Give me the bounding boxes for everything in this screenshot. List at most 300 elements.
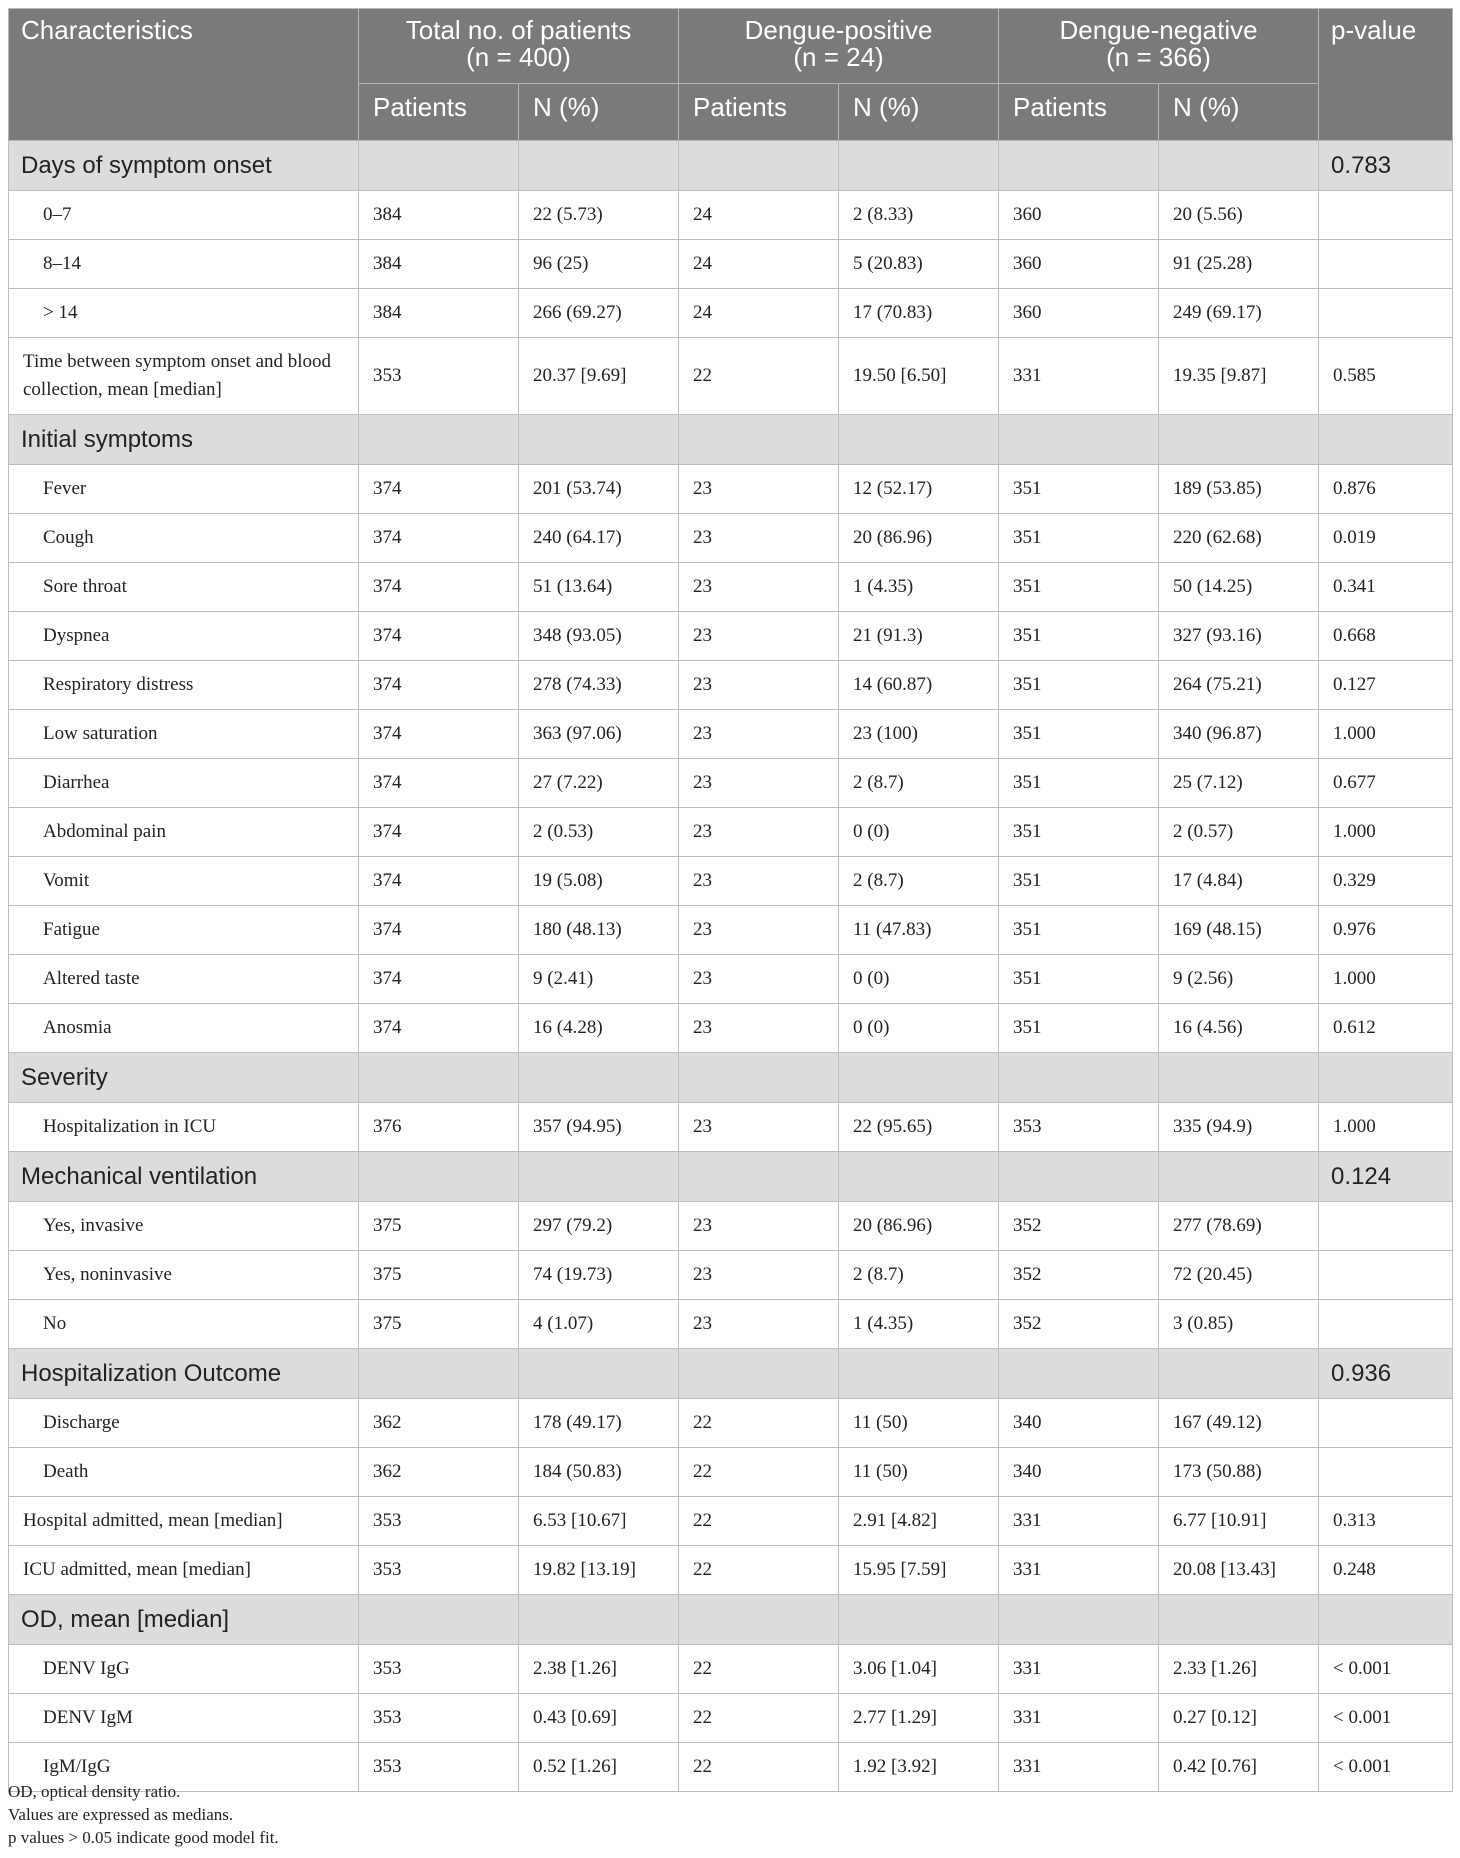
positive-patients-cell: 22 xyxy=(679,1743,839,1792)
negative-patients-cell: 351 xyxy=(999,710,1159,759)
positive-patients-cell: 22 xyxy=(679,1497,839,1546)
p-value-cell xyxy=(1319,1300,1453,1349)
section-row xyxy=(9,141,1453,191)
total-n-percent-cell: 2 (0.53) xyxy=(519,808,679,857)
row-label: ICU admitted, mean [median] xyxy=(9,1546,359,1595)
negative-patients-cell: 360 xyxy=(999,289,1159,338)
table-row xyxy=(9,857,1453,906)
total-patients-cell: 353 xyxy=(359,338,519,415)
negative-n-percent-cell: 17 (4.84) xyxy=(1159,857,1319,906)
empty-cell xyxy=(359,1152,519,1202)
negative-n-percent-cell: 19.35 [9.87] xyxy=(1159,338,1319,415)
section-row xyxy=(9,1349,1453,1399)
total-patients-cell: 375 xyxy=(359,1202,519,1251)
section-label: Hospitalization Outcome xyxy=(9,1349,359,1399)
row-label: Altered taste xyxy=(9,955,359,1004)
total-patients-cell: 374 xyxy=(359,612,519,661)
row-label: Death xyxy=(9,1448,359,1497)
header-characteristics: Characteristics xyxy=(9,9,359,141)
total-n-percent-cell: 4 (1.07) xyxy=(519,1300,679,1349)
empty-cell xyxy=(839,1053,999,1103)
positive-patients-cell: 22 xyxy=(679,1645,839,1694)
positive-n-percent-cell: 2 (8.7) xyxy=(839,759,999,808)
positive-n-percent-cell: 1.92 [3.92] xyxy=(839,1743,999,1792)
total-patients-cell: 374 xyxy=(359,710,519,759)
total-n-percent-cell: 2.38 [1.26] xyxy=(519,1645,679,1694)
empty-cell xyxy=(999,1349,1159,1399)
empty-cell xyxy=(999,415,1159,465)
positive-patients-cell: 23 xyxy=(679,563,839,612)
empty-cell xyxy=(359,1595,519,1645)
total-n-percent-cell: 348 (93.05) xyxy=(519,612,679,661)
negative-patients-cell: 360 xyxy=(999,240,1159,289)
empty-cell xyxy=(519,1152,679,1202)
row-label: Anosmia xyxy=(9,1004,359,1053)
negative-n-percent-cell: 20.08 [13.43] xyxy=(1159,1546,1319,1595)
table-row xyxy=(9,906,1453,955)
row-label: Yes, invasive xyxy=(9,1202,359,1251)
empty-cell xyxy=(679,415,839,465)
empty-cell xyxy=(519,141,679,191)
table-row xyxy=(9,1300,1453,1349)
negative-n-percent-cell: 6.77 [10.91] xyxy=(1159,1497,1319,1546)
negative-patients-cell: 331 xyxy=(999,1645,1159,1694)
row-label: Hospital admitted, mean [median] xyxy=(9,1497,359,1546)
positive-n-percent-cell: 11 (50) xyxy=(839,1448,999,1497)
total-patients-cell: 374 xyxy=(359,563,519,612)
positive-n-percent-cell: 23 (100) xyxy=(839,710,999,759)
empty-cell xyxy=(839,415,999,465)
header-total xyxy=(359,9,679,84)
negative-patients-cell: 331 xyxy=(999,1743,1159,1792)
subheader-patients: Patients xyxy=(679,84,839,141)
empty-cell xyxy=(1159,141,1319,191)
negative-n-percent-cell: 340 (96.87) xyxy=(1159,710,1319,759)
table-row xyxy=(9,808,1453,857)
table-footnotes xyxy=(8,1780,279,1849)
row-label: Diarrhea xyxy=(9,759,359,808)
section-p-value xyxy=(1319,1053,1453,1103)
empty-cell xyxy=(359,141,519,191)
table-row xyxy=(9,1399,1453,1448)
positive-patients-cell: 22 xyxy=(679,1399,839,1448)
p-value-cell: 1.000 xyxy=(1319,710,1453,759)
positive-patients-cell: 23 xyxy=(679,612,839,661)
total-patients-cell: 374 xyxy=(359,955,519,1004)
results-table xyxy=(8,8,1453,1792)
p-value-cell: 0.668 xyxy=(1319,612,1453,661)
table-row xyxy=(9,759,1453,808)
table-row xyxy=(9,710,1453,759)
total-n-percent-cell: 278 (74.33) xyxy=(519,661,679,710)
positive-n-percent-cell: 5 (20.83) xyxy=(839,240,999,289)
total-patients-cell: 353 xyxy=(359,1497,519,1546)
table-row xyxy=(9,191,1453,240)
positive-patients-cell: 23 xyxy=(679,1004,839,1053)
table-row xyxy=(9,1004,1453,1053)
p-value-cell xyxy=(1319,1448,1453,1497)
negative-patients-cell: 351 xyxy=(999,612,1159,661)
total-n-percent-cell: 297 (79.2) xyxy=(519,1202,679,1251)
total-patients-cell: 362 xyxy=(359,1399,519,1448)
row-label: Time between symptom onset and blood collection, mean [median] xyxy=(9,338,359,415)
section-row xyxy=(9,1595,1453,1645)
p-value-cell xyxy=(1319,240,1453,289)
table-row xyxy=(9,289,1453,338)
table-header xyxy=(9,9,1453,141)
negative-n-percent-cell: 173 (50.88) xyxy=(1159,1448,1319,1497)
negative-n-percent-cell: 220 (62.68) xyxy=(1159,514,1319,563)
subheader-patients: Patients xyxy=(359,84,519,141)
table-row xyxy=(9,338,1453,415)
table-row xyxy=(9,1645,1453,1694)
negative-patients-cell: 351 xyxy=(999,1004,1159,1053)
negative-n-percent-cell: 20 (5.56) xyxy=(1159,191,1319,240)
negative-n-percent-cell: 249 (69.17) xyxy=(1159,289,1319,338)
row-label: Fever xyxy=(9,465,359,514)
total-n-percent-cell: 19 (5.08) xyxy=(519,857,679,906)
total-n-percent-cell: 20.37 [9.69] xyxy=(519,338,679,415)
positive-patients-cell: 23 xyxy=(679,1202,839,1251)
negative-n-percent-cell: 50 (14.25) xyxy=(1159,563,1319,612)
table-row xyxy=(9,1448,1453,1497)
row-label: Dyspnea xyxy=(9,612,359,661)
empty-cell xyxy=(359,1053,519,1103)
table-row xyxy=(9,514,1453,563)
empty-cell xyxy=(839,1152,999,1202)
row-label: DENV IgG xyxy=(9,1645,359,1694)
positive-patients-cell: 23 xyxy=(679,955,839,1004)
positive-n-percent-cell: 15.95 [7.59] xyxy=(839,1546,999,1595)
row-label: Cough xyxy=(9,514,359,563)
positive-patients-cell: 22 xyxy=(679,1448,839,1497)
p-value-cell: 0.127 xyxy=(1319,661,1453,710)
table-row xyxy=(9,1202,1453,1251)
positive-patients-cell: 24 xyxy=(679,240,839,289)
table-row xyxy=(9,465,1453,514)
negative-patients-cell: 351 xyxy=(999,808,1159,857)
negative-n-percent-cell: 9 (2.56) xyxy=(1159,955,1319,1004)
positive-n-percent-cell: 20 (86.96) xyxy=(839,514,999,563)
section-row xyxy=(9,415,1453,465)
positive-patients-cell: 24 xyxy=(679,191,839,240)
p-value-cell: 0.248 xyxy=(1319,1546,1453,1595)
row-label: No xyxy=(9,1300,359,1349)
footnote: p values > 0.05 indicate good model fit. xyxy=(8,1828,279,1847)
section-p-value: 0.936 xyxy=(1319,1349,1453,1399)
empty-cell xyxy=(519,415,679,465)
negative-patients-cell: 351 xyxy=(999,906,1159,955)
empty-cell xyxy=(679,1053,839,1103)
negative-n-percent-cell: 0.42 [0.76] xyxy=(1159,1743,1319,1792)
p-value-cell xyxy=(1319,1399,1453,1448)
total-n-percent-cell: 266 (69.27) xyxy=(519,289,679,338)
positive-n-percent-cell: 0 (0) xyxy=(839,1004,999,1053)
negative-patients-cell: 351 xyxy=(999,563,1159,612)
row-label: Discharge xyxy=(9,1399,359,1448)
table-row xyxy=(9,1103,1453,1152)
p-value-cell: 0.677 xyxy=(1319,759,1453,808)
p-value-cell: 0.313 xyxy=(1319,1497,1453,1546)
header-dengue-positive xyxy=(679,9,999,84)
negative-n-percent-cell: 91 (25.28) xyxy=(1159,240,1319,289)
p-value-cell: 0.876 xyxy=(1319,465,1453,514)
empty-cell xyxy=(1159,1595,1319,1645)
negative-n-percent-cell: 2.33 [1.26] xyxy=(1159,1645,1319,1694)
table-row xyxy=(9,955,1453,1004)
negative-patients-cell: 351 xyxy=(999,857,1159,906)
p-value-cell: < 0.001 xyxy=(1319,1694,1453,1743)
negative-n-percent-cell: 169 (48.15) xyxy=(1159,906,1319,955)
empty-cell xyxy=(1159,415,1319,465)
total-n-percent-cell: 27 (7.22) xyxy=(519,759,679,808)
positive-patients-cell: 22 xyxy=(679,1546,839,1595)
row-label: Abdominal pain xyxy=(9,808,359,857)
row-label: Sore throat xyxy=(9,563,359,612)
row-label: IgM/IgG xyxy=(9,1743,359,1792)
table-row xyxy=(9,1546,1453,1595)
negative-patients-cell: 340 xyxy=(999,1399,1159,1448)
footnote: OD, optical density ratio. xyxy=(8,1782,181,1801)
table-row xyxy=(9,612,1453,661)
header-negative-n: (n = 366) xyxy=(1106,42,1211,72)
p-value-cell: 0.585 xyxy=(1319,338,1453,415)
empty-cell xyxy=(519,1349,679,1399)
total-n-percent-cell: 180 (48.13) xyxy=(519,906,679,955)
empty-cell xyxy=(1159,1053,1319,1103)
total-n-percent-cell: 240 (64.17) xyxy=(519,514,679,563)
section-label: OD, mean [median] xyxy=(9,1595,359,1645)
empty-cell xyxy=(999,1053,1159,1103)
row-label: Hospitalization in ICU xyxy=(9,1103,359,1152)
total-patients-cell: 374 xyxy=(359,1004,519,1053)
header-p-value: p-value xyxy=(1319,9,1453,141)
subheader-n-percent: N (%) xyxy=(519,84,679,141)
positive-n-percent-cell: 22 (95.65) xyxy=(839,1103,999,1152)
positive-n-percent-cell: 1 (4.35) xyxy=(839,563,999,612)
section-p-value: 0.124 xyxy=(1319,1152,1453,1202)
p-value-cell: 0.612 xyxy=(1319,1004,1453,1053)
empty-cell xyxy=(519,1053,679,1103)
negative-patients-cell: 360 xyxy=(999,191,1159,240)
total-patients-cell: 376 xyxy=(359,1103,519,1152)
total-patients-cell: 374 xyxy=(359,661,519,710)
total-n-percent-cell: 19.82 [13.19] xyxy=(519,1546,679,1595)
empty-cell xyxy=(839,141,999,191)
negative-patients-cell: 351 xyxy=(999,759,1159,808)
positive-n-percent-cell: 2.91 [4.82] xyxy=(839,1497,999,1546)
positive-n-percent-cell: 11 (47.83) xyxy=(839,906,999,955)
total-patients-cell: 353 xyxy=(359,1645,519,1694)
negative-n-percent-cell: 167 (49.12) xyxy=(1159,1399,1319,1448)
positive-patients-cell: 23 xyxy=(679,1300,839,1349)
positive-patients-cell: 23 xyxy=(679,1103,839,1152)
total-n-percent-cell: 74 (19.73) xyxy=(519,1251,679,1300)
p-value-cell xyxy=(1319,1202,1453,1251)
p-value-cell: 0.329 xyxy=(1319,857,1453,906)
total-n-percent-cell: 178 (49.17) xyxy=(519,1399,679,1448)
empty-cell xyxy=(999,1595,1159,1645)
empty-cell xyxy=(679,141,839,191)
row-label: 0–7 xyxy=(9,191,359,240)
total-patients-cell: 384 xyxy=(359,191,519,240)
empty-cell xyxy=(359,1349,519,1399)
total-n-percent-cell: 9 (2.41) xyxy=(519,955,679,1004)
subheader-n-percent: N (%) xyxy=(839,84,999,141)
negative-n-percent-cell: 25 (7.12) xyxy=(1159,759,1319,808)
negative-n-percent-cell: 0.27 [0.12] xyxy=(1159,1694,1319,1743)
empty-cell xyxy=(999,141,1159,191)
positive-patients-cell: 23 xyxy=(679,857,839,906)
p-value-cell xyxy=(1319,191,1453,240)
positive-patients-cell: 23 xyxy=(679,1251,839,1300)
negative-n-percent-cell: 16 (4.56) xyxy=(1159,1004,1319,1053)
total-patients-cell: 374 xyxy=(359,857,519,906)
positive-n-percent-cell: 2.77 [1.29] xyxy=(839,1694,999,1743)
section-p-value: 0.783 xyxy=(1319,141,1453,191)
table-row xyxy=(9,563,1453,612)
total-patients-cell: 362 xyxy=(359,1448,519,1497)
row-label: Fatigue xyxy=(9,906,359,955)
negative-n-percent-cell: 2 (0.57) xyxy=(1159,808,1319,857)
positive-n-percent-cell: 2 (8.33) xyxy=(839,191,999,240)
negative-n-percent-cell: 335 (94.9) xyxy=(1159,1103,1319,1152)
p-value-cell xyxy=(1319,289,1453,338)
empty-cell xyxy=(1159,1349,1319,1399)
total-patients-cell: 374 xyxy=(359,808,519,857)
total-patients-cell: 374 xyxy=(359,465,519,514)
total-patients-cell: 374 xyxy=(359,759,519,808)
header-total-n: (n = 400) xyxy=(466,42,571,72)
negative-n-percent-cell: 277 (78.69) xyxy=(1159,1202,1319,1251)
p-value-cell: < 0.001 xyxy=(1319,1743,1453,1792)
positive-n-percent-cell: 19.50 [6.50] xyxy=(839,338,999,415)
table-row xyxy=(9,1497,1453,1546)
total-patients-cell: 375 xyxy=(359,1300,519,1349)
empty-cell xyxy=(679,1349,839,1399)
positive-n-percent-cell: 2 (8.7) xyxy=(839,857,999,906)
header-positive-label: Dengue-positive xyxy=(744,15,933,45)
p-value-cell: < 0.001 xyxy=(1319,1645,1453,1694)
section-label: Severity xyxy=(9,1053,359,1103)
positive-patients-cell: 23 xyxy=(679,710,839,759)
total-patients-cell: 353 xyxy=(359,1694,519,1743)
negative-patients-cell: 353 xyxy=(999,1103,1159,1152)
negative-patients-cell: 351 xyxy=(999,514,1159,563)
section-label: Mechanical ventilation xyxy=(9,1152,359,1202)
total-n-percent-cell: 16 (4.28) xyxy=(519,1004,679,1053)
negative-patients-cell: 340 xyxy=(999,1448,1159,1497)
p-value-cell: 0.341 xyxy=(1319,563,1453,612)
section-label: Initial symptoms xyxy=(9,415,359,465)
header-total-label: Total no. of patients xyxy=(405,15,632,45)
row-label: 8–14 xyxy=(9,240,359,289)
negative-n-percent-cell: 327 (93.16) xyxy=(1159,612,1319,661)
subheader-n-percent: N (%) xyxy=(1159,84,1319,141)
header-positive-n: (n = 24) xyxy=(793,42,884,72)
total-n-percent-cell: 51 (13.64) xyxy=(519,563,679,612)
empty-cell xyxy=(679,1152,839,1202)
positive-n-percent-cell: 0 (0) xyxy=(839,955,999,1004)
negative-patients-cell: 351 xyxy=(999,955,1159,1004)
header-dengue-negative xyxy=(999,9,1319,84)
negative-patients-cell: 331 xyxy=(999,1497,1159,1546)
positive-n-percent-cell: 14 (60.87) xyxy=(839,661,999,710)
total-n-percent-cell: 184 (50.83) xyxy=(519,1448,679,1497)
total-patients-cell: 375 xyxy=(359,1251,519,1300)
negative-patients-cell: 331 xyxy=(999,338,1159,415)
section-p-value xyxy=(1319,415,1453,465)
table-row xyxy=(9,661,1453,710)
section-label: Days of symptom onset xyxy=(9,141,359,191)
positive-n-percent-cell: 17 (70.83) xyxy=(839,289,999,338)
total-n-percent-cell: 22 (5.73) xyxy=(519,191,679,240)
positive-patients-cell: 22 xyxy=(679,1694,839,1743)
negative-n-percent-cell: 3 (0.85) xyxy=(1159,1300,1319,1349)
total-n-percent-cell: 357 (94.95) xyxy=(519,1103,679,1152)
footnote: Values are expressed as medians. xyxy=(8,1805,234,1824)
positive-n-percent-cell: 1 (4.35) xyxy=(839,1300,999,1349)
total-n-percent-cell: 0.43 [0.69] xyxy=(519,1694,679,1743)
section-row xyxy=(9,1152,1453,1202)
header-negative-label: Dengue-negative xyxy=(1059,15,1258,45)
positive-patients-cell: 23 xyxy=(679,759,839,808)
positive-patients-cell: 23 xyxy=(679,808,839,857)
row-label: Yes, noninvasive xyxy=(9,1251,359,1300)
p-value-cell: 0.976 xyxy=(1319,906,1453,955)
empty-cell xyxy=(519,1595,679,1645)
positive-patients-cell: 23 xyxy=(679,906,839,955)
negative-n-percent-cell: 189 (53.85) xyxy=(1159,465,1319,514)
positive-n-percent-cell: 11 (50) xyxy=(839,1399,999,1448)
total-n-percent-cell: 6.53 [10.67] xyxy=(519,1497,679,1546)
total-patients-cell: 384 xyxy=(359,240,519,289)
negative-patients-cell: 352 xyxy=(999,1202,1159,1251)
negative-patients-cell: 351 xyxy=(999,661,1159,710)
row-label: Respiratory distress xyxy=(9,661,359,710)
p-value-cell: 1.000 xyxy=(1319,1103,1453,1152)
total-patients-cell: 374 xyxy=(359,906,519,955)
p-value-cell: 0.019 xyxy=(1319,514,1453,563)
p-value-cell: 1.000 xyxy=(1319,955,1453,1004)
total-patients-cell: 384 xyxy=(359,289,519,338)
negative-patients-cell: 331 xyxy=(999,1694,1159,1743)
total-patients-cell: 353 xyxy=(359,1546,519,1595)
positive-patients-cell: 23 xyxy=(679,465,839,514)
negative-patients-cell: 351 xyxy=(999,465,1159,514)
positive-n-percent-cell: 20 (86.96) xyxy=(839,1202,999,1251)
row-label: > 14 xyxy=(9,289,359,338)
table-row xyxy=(9,1251,1453,1300)
positive-patients-cell: 23 xyxy=(679,514,839,563)
positive-patients-cell: 22 xyxy=(679,338,839,415)
positive-patients-cell: 24 xyxy=(679,289,839,338)
positive-n-percent-cell: 2 (8.7) xyxy=(839,1251,999,1300)
positive-patients-cell: 23 xyxy=(679,661,839,710)
empty-cell xyxy=(839,1349,999,1399)
negative-patients-cell: 352 xyxy=(999,1251,1159,1300)
section-row xyxy=(9,1053,1453,1103)
p-value-cell: 1.000 xyxy=(1319,808,1453,857)
row-label: DENV IgM xyxy=(9,1694,359,1743)
row-label: Low saturation xyxy=(9,710,359,759)
total-n-percent-cell: 0.52 [1.26] xyxy=(519,1743,679,1792)
section-p-value xyxy=(1319,1595,1453,1645)
positive-n-percent-cell: 0 (0) xyxy=(839,808,999,857)
negative-patients-cell: 352 xyxy=(999,1300,1159,1349)
total-patients-cell: 353 xyxy=(359,1743,519,1792)
subheader-patients: Patients xyxy=(999,84,1159,141)
